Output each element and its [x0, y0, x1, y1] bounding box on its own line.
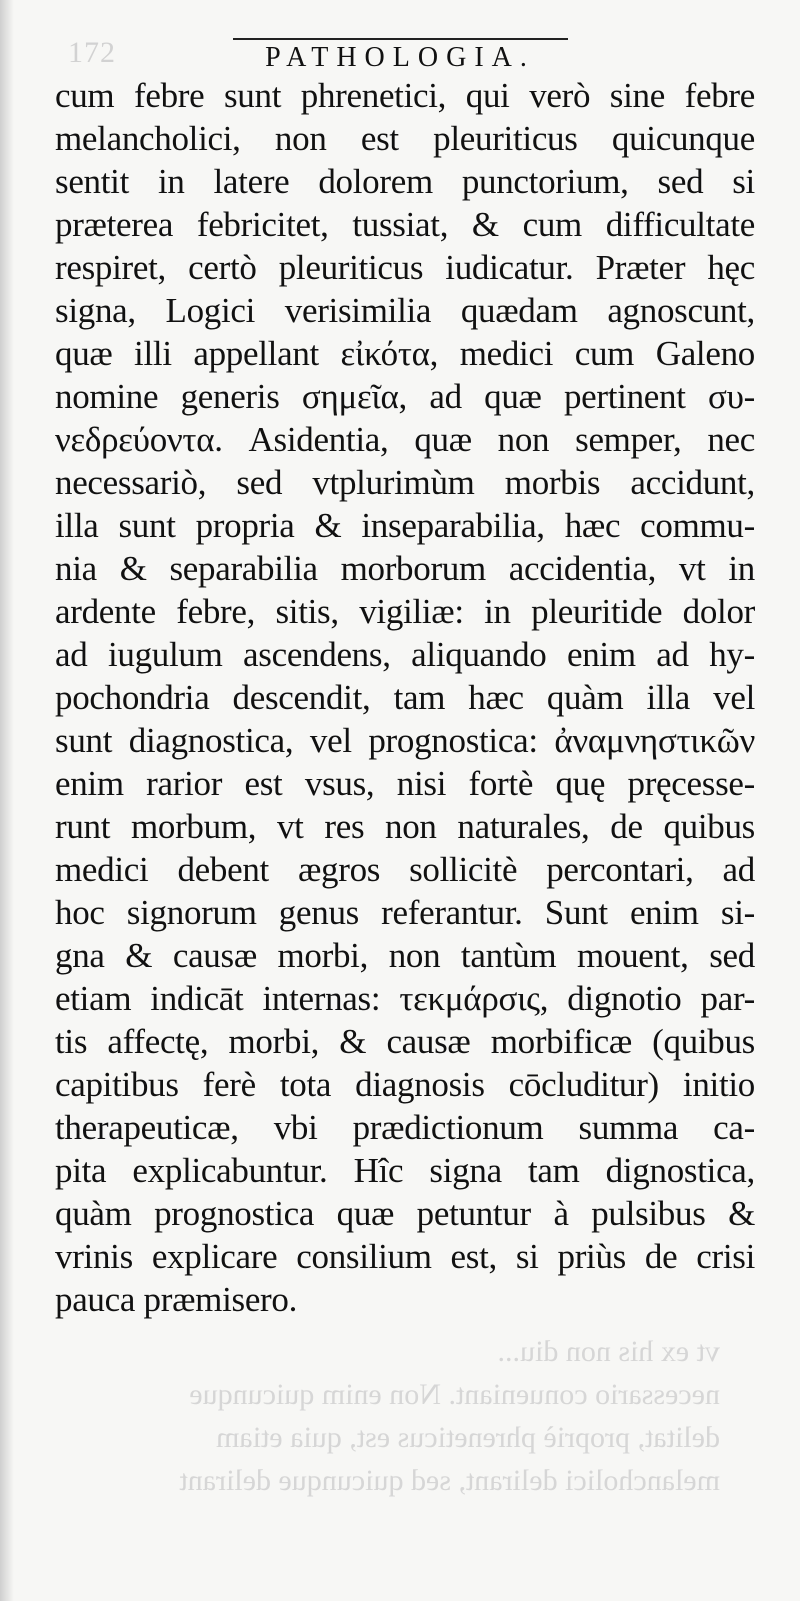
- text-line: quæ illi appellant εἰκότα, medici cum Galeno: [55, 334, 755, 373]
- text-line: ardente febre, sitis, vigiliæ: in pleuritide dolor: [55, 592, 755, 631]
- text-line: νεδρεύοντα. Asidentia, quæ non semper, nec: [55, 420, 755, 459]
- text-line: respiret, certò pleuriticus iudicatur. Præter hęc: [55, 248, 755, 287]
- text-line: medici debent ægros sollicitè percontari, ad: [55, 850, 755, 889]
- text-line: gna & causæ morbi, non tantùm mouent, sed: [55, 936, 755, 975]
- bleed-through-line: necessario conueniant. Non enim quicunque: [189, 1378, 720, 1411]
- text-line: pauca præmisero.: [55, 1280, 298, 1319]
- text-line: tis affectę, morbi, & causæ morbificæ (quibus: [55, 1022, 755, 1061]
- text-line: nia & separabilia morborum accidentia, vt in: [55, 549, 755, 588]
- bleed-through-line: delitat, propriè phreneticus est, quia etiam: [216, 1421, 720, 1454]
- text-line: quàm prognostica quæ petuntur à pulsibus &: [55, 1194, 755, 1233]
- running-head: [0, 38, 800, 74]
- text-line: signa, Logici verisimilia quædam agnoscunt,: [55, 291, 755, 330]
- text-line: sunt diagnostica, vel prognostica: ἀναμνηστικῶν: [55, 721, 755, 760]
- page-gutter-shadow: [0, 0, 14, 1601]
- running-head-title: PATHOLOGIA.: [265, 42, 535, 73]
- text-line: ad iugulum ascendens, aliquando enim ad hy-: [55, 635, 755, 674]
- text-line: sentit in latere dolorem punctorium, sed si: [55, 162, 755, 201]
- text-line: illa sunt propria & inseparabilia, hæc commu-: [55, 506, 755, 545]
- bleed-through-line: vt ex his non diu...: [497, 1335, 720, 1368]
- text-line: cum febre sunt phrenetici, qui verò sine febre: [55, 76, 755, 115]
- text-line: pochondria descendit, tam hæc quàm illa vel: [55, 678, 755, 717]
- text-line: nomine generis σημεῖα, ad quæ pertinent συ-: [55, 377, 755, 416]
- text-line: etiam indicāt internas: τεκμάρσις, dignotio par-: [55, 979, 755, 1018]
- text-line: hoc signorum genus referantur. Sunt enim si-: [55, 893, 755, 932]
- text-line: necessariò, sed vtplurimùm morbis accidunt,: [55, 463, 755, 502]
- text-line: pita explicabuntur. Hîc signa tam dignostica,: [55, 1151, 755, 1190]
- text-line: therapeuticæ, vbi prædictionum summa ca-: [55, 1108, 755, 1147]
- text-line: præterea febricitet, tussiat, & cum difficultate: [55, 205, 755, 244]
- faint-page-number: 172: [68, 36, 116, 69]
- bleed-through-text: [80, 1330, 720, 1502]
- running-head-rule: [233, 38, 568, 40]
- text-line: enim rarior est vsus, nisi fortè quę pręcesse-: [55, 764, 755, 803]
- text-line: vrinis explicare consilium est, si priùs de crisi: [55, 1237, 755, 1276]
- text-line: capitibus ferè tota diagnosis cōcluditur) initio: [55, 1065, 755, 1104]
- bleed-through-line: melancholici delirant, sed quicunque delirant: [179, 1464, 720, 1497]
- text-line: runt morbum, vt res non naturales, de quibus: [55, 807, 755, 846]
- body-text: [55, 74, 755, 1321]
- text-line: melancholici, non est pleuriticus quicunque: [55, 119, 755, 158]
